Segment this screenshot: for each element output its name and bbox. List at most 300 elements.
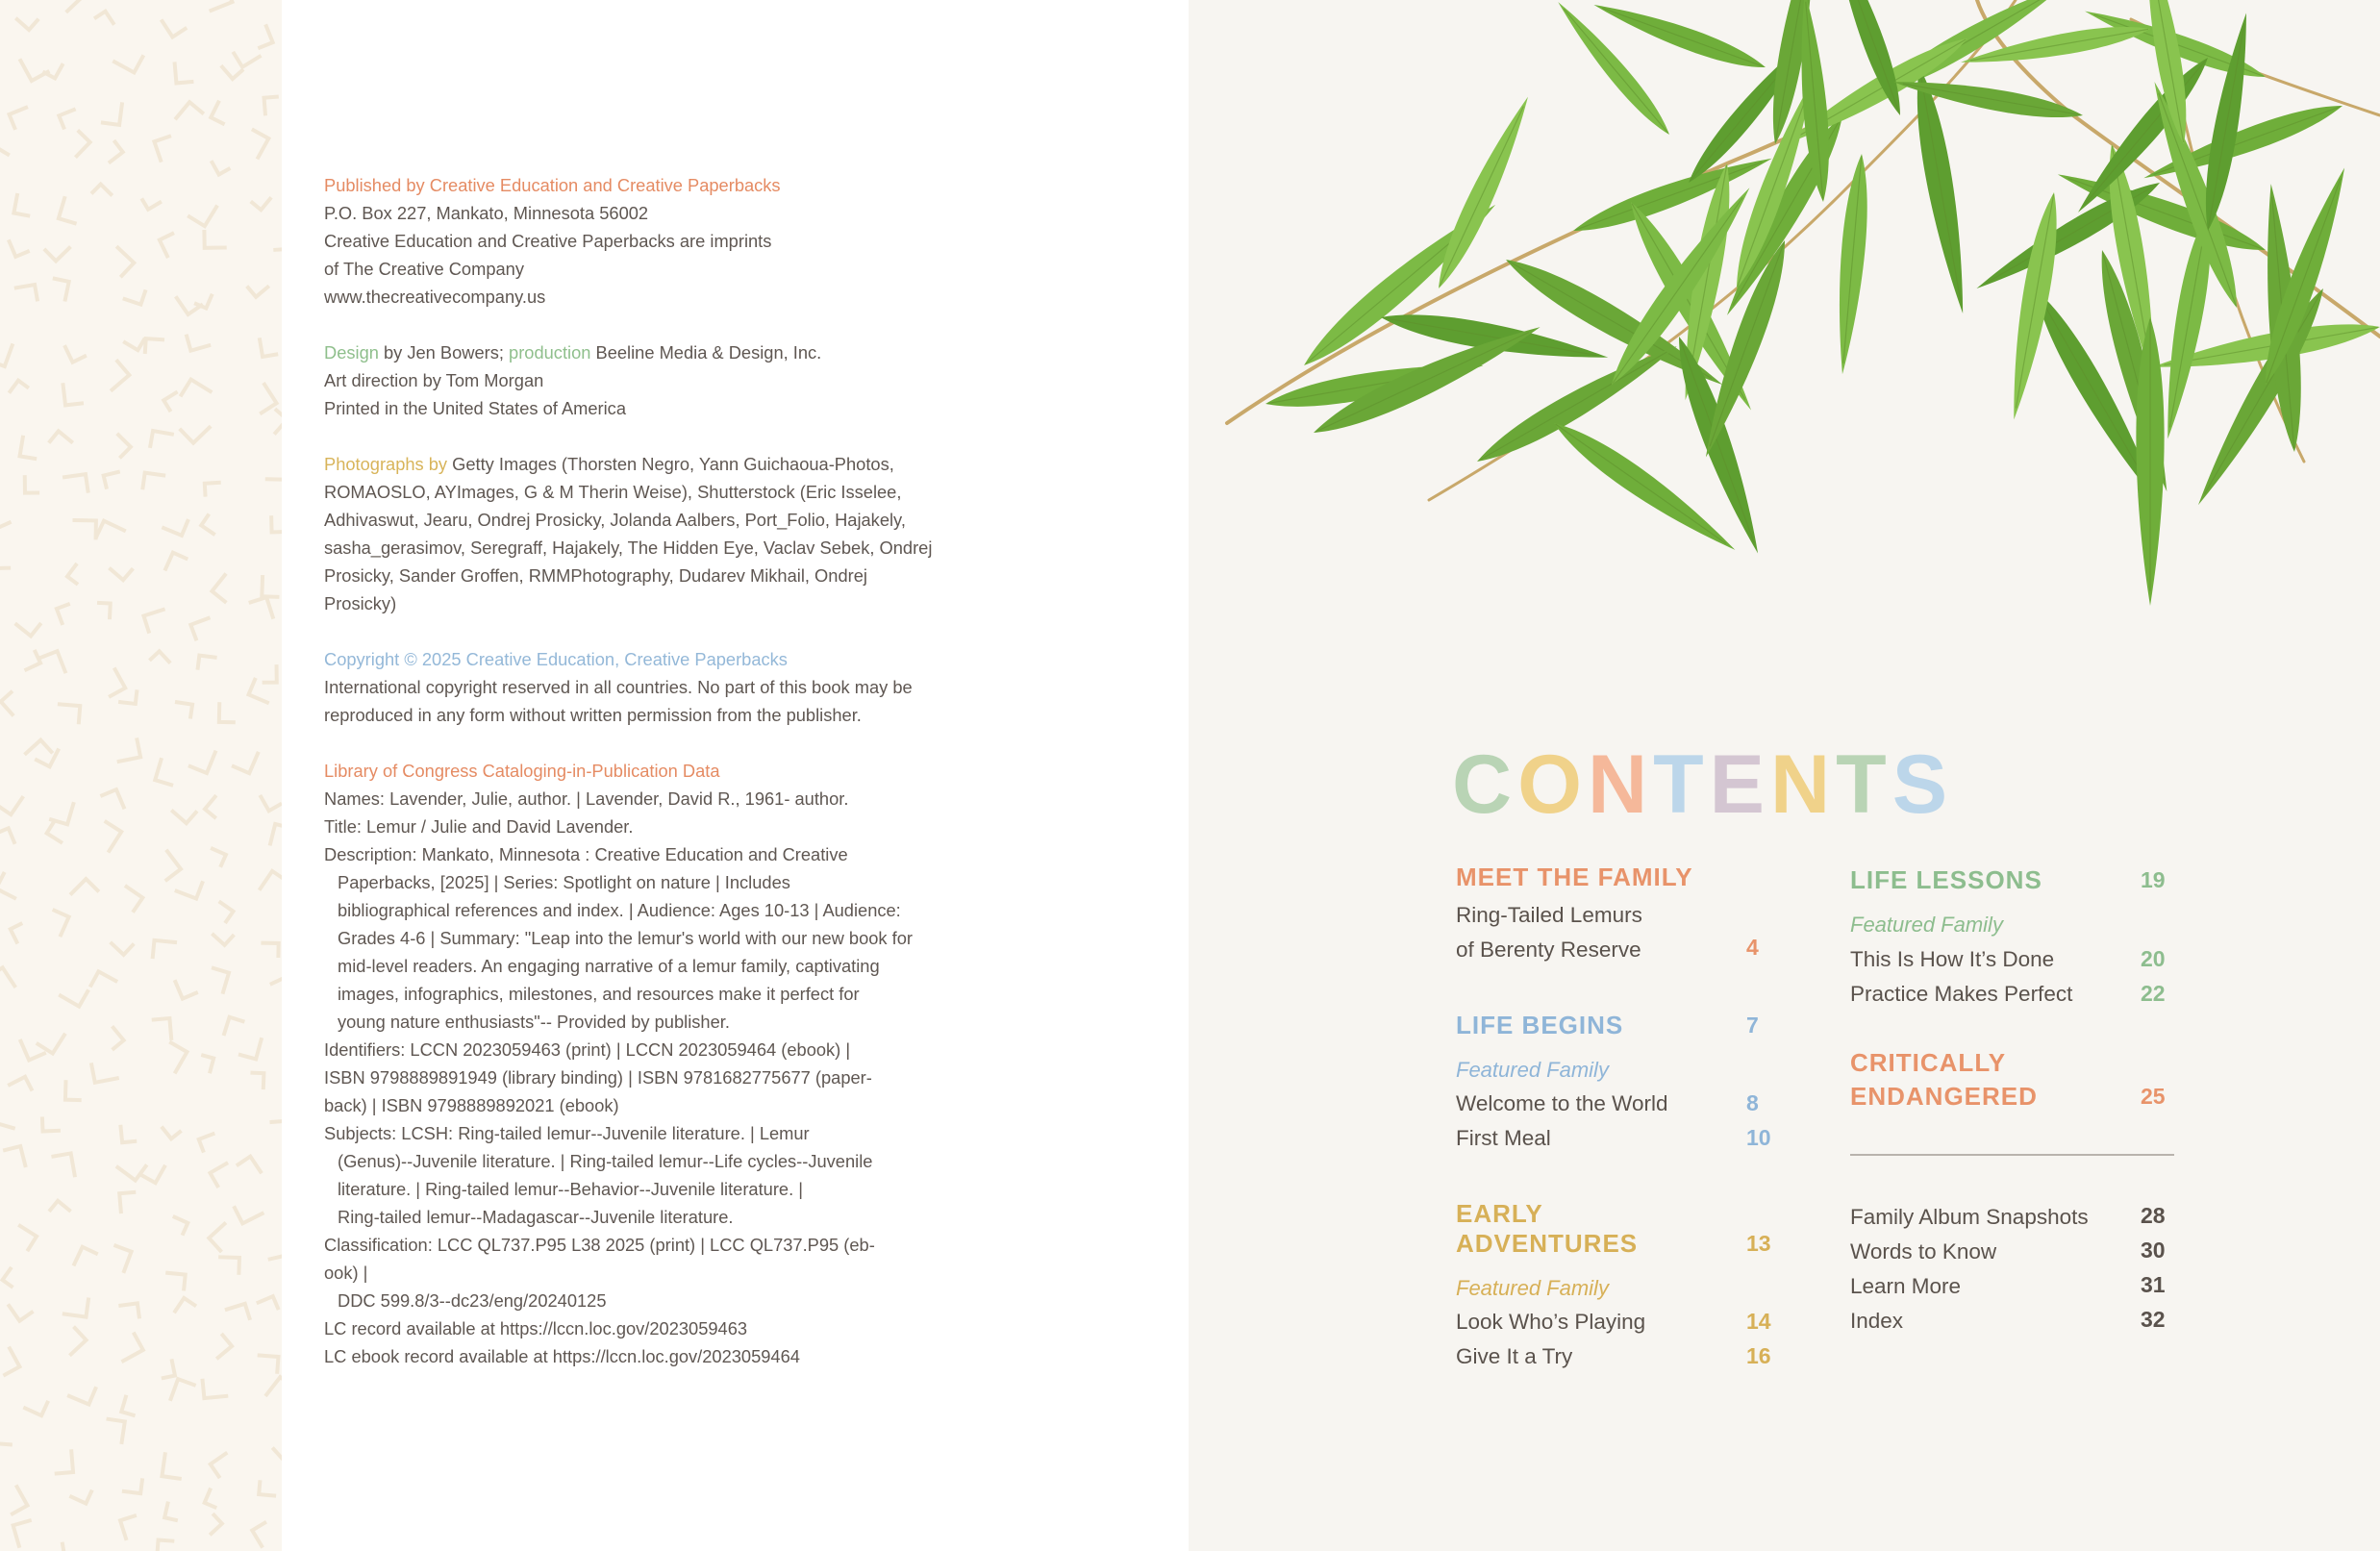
cip-line: young nature enthusiasts"-- Provided by publisher. (338, 1012, 730, 1032)
pattern-zigzag (212, 1515, 222, 1534)
pattern-zigzag (176, 102, 202, 118)
pattern-zigzag (113, 362, 130, 390)
pattern-zigzag (264, 97, 277, 114)
pattern-zigzag (50, 1201, 69, 1211)
pattern-zigzag (261, 797, 280, 812)
toc-entry-label: Practice Makes Perfect (1850, 982, 2073, 1006)
pattern-zigzag (115, 1246, 131, 1271)
pattern-zigzag (254, 130, 269, 157)
toc-heading: LIFE LESSONS (1850, 865, 2042, 894)
contents-title-letter: N (1770, 738, 1837, 831)
pattern-zigzag (125, 291, 145, 304)
pattern-zigzag (199, 1134, 213, 1150)
pattern-zigzag (266, 1377, 282, 1394)
toc-entry-welcome-to-the-world[interactable] (1456, 1087, 1773, 1121)
toc-entry-label: This Is How It’s Done (1850, 947, 2055, 971)
pattern-zigzag (181, 428, 210, 443)
pattern-zigzag (55, 279, 69, 300)
pattern-zigzag (63, 385, 82, 405)
pattern-zigzag (222, 67, 241, 79)
pattern-zigzag (91, 1064, 117, 1082)
bamboo-leaf (2187, 282, 2334, 512)
pattern-zigzag (213, 163, 229, 175)
pattern-zigzag (124, 1480, 142, 1493)
pattern-zigzag (121, 1397, 133, 1415)
pattern-zigzag (96, 12, 113, 23)
cip-block (324, 757, 920, 1370)
pattern-zigzag (106, 822, 121, 851)
pattern-zigzag (213, 935, 233, 945)
pattern-zigzag (260, 339, 276, 357)
toc-entry-ring-tailed-lemurs[interactable] (1456, 898, 1773, 967)
cip-line: images, infographics, milestones, and resources make it perfect for (338, 984, 860, 1004)
pattern-zigzag (113, 1028, 124, 1049)
pattern-zigzag (64, 474, 88, 491)
pattern-zigzag (151, 651, 169, 662)
cip-line: Subjects: LCSH: Ring-tailed lemur--Juvenile literature. | Lemur (324, 1123, 810, 1143)
pattern-zigzag (64, 1299, 88, 1316)
cip-line: mid-level readers. An engaging narrative of a lemur family, captivating (338, 956, 880, 976)
cip-line: DDC 599.8/3--dc23/eng/20240125 (338, 1290, 607, 1311)
cip-lines (324, 785, 920, 1370)
cip-line: Identifiers: LCCN 2023059463 (print) | LCCN 2023059464 (ebook) | (324, 1039, 851, 1060)
contents-title-letter: E (1709, 738, 1771, 831)
pattern-zigzag (57, 605, 68, 623)
pattern-zigzag (26, 740, 51, 754)
pattern-zigzag (260, 1356, 279, 1372)
pattern-zigzag (203, 1056, 213, 1072)
copyright-line: reproduced in any form without written permission from the publisher. (324, 705, 862, 725)
pattern-zigzag (71, 1328, 87, 1354)
pattern-zigzag (0, 145, 8, 158)
toc-heading: ADVENTURES (1456, 1229, 1639, 1258)
cip-heading: Library of Congress Cataloging-in-Publication Data (324, 761, 720, 781)
copyright-heading: Copyright © 2025 Creative Education, Creative Paperbacks (324, 649, 788, 669)
toc-divider (1850, 1154, 2174, 1156)
pattern-zigzag (42, 1118, 59, 1131)
pattern-zigzag (234, 754, 258, 773)
pattern-zigzag (0, 874, 14, 898)
toc-section-early-adventures[interactable] (1456, 1199, 1773, 1259)
pattern-zigzag (5, 1348, 19, 1374)
pattern-zigzag (175, 1217, 188, 1234)
photos-block (324, 450, 933, 617)
pattern-zigzag (118, 248, 135, 276)
pattern-zigzag (263, 943, 278, 956)
pattern-zigzag (213, 849, 226, 865)
pattern-zigzag (47, 822, 62, 842)
cip-line: bibliographical references and index. | Audience: Ages 10-13 | Audience: (338, 900, 901, 920)
pattern-zigzag (260, 26, 272, 47)
bamboo-leaf (1831, 153, 1873, 375)
pattern-zigzag (167, 1273, 186, 1289)
contents-title-letter: T (1653, 738, 1710, 831)
pattern-zigzag (60, 704, 80, 722)
pattern-zigzag (175, 982, 196, 999)
pattern-zigzag (145, 338, 163, 352)
toc-entry-label: Family Album Snapshots (1850, 1205, 2089, 1229)
pattern-zigzag (11, 381, 28, 392)
pattern-zigzag (125, 339, 144, 350)
toc-entry-label: Ring-Tailed Lemurs (1456, 903, 1642, 927)
pattern-zigzag (20, 1226, 37, 1250)
pattern-zigzag (275, 249, 282, 264)
toc-heading: MEET THE FAMILY (1456, 863, 1693, 891)
copyright-line: International copyright reserved in all countries. No part of this book may be (324, 677, 913, 697)
pattern-zigzag (9, 1306, 31, 1321)
toc-entry-index[interactable] (1850, 1304, 2177, 1338)
pattern-zigzag (224, 1017, 242, 1034)
design-label: Design (324, 342, 379, 363)
pattern-zigzag (270, 1256, 282, 1268)
pattern-zigzag (25, 1403, 47, 1416)
pattern-zigzag (127, 887, 143, 911)
bamboo-leaves-illustration (1189, 0, 2380, 769)
pattern-zigzag (0, 798, 22, 814)
pattern-zigzag (119, 1192, 134, 1212)
toc-entry-family-album-snapshots[interactable] (1850, 1200, 2177, 1235)
toc-section-life-begins[interactable] (1456, 1011, 1773, 1040)
pattern-zigzag (211, 102, 223, 123)
pattern-zigzag (210, 1163, 226, 1186)
pattern-zigzag (154, 137, 169, 161)
toc-page-number: 30 (2141, 1238, 2166, 1263)
colophon (324, 171, 933, 1398)
cip-line: Ring-tailed lemur--Madagascar--Juvenile literature. (338, 1207, 734, 1227)
toc-entry-label: Learn More (1850, 1274, 1962, 1298)
pattern-zigzag (13, 1520, 30, 1545)
pattern-zigzag (74, 520, 95, 538)
pattern-zigzag (271, 517, 282, 532)
pattern-zigzag (91, 971, 116, 985)
pattern-zigzag (17, 19, 38, 30)
featured-family-label: Featured Family (1456, 1058, 1609, 1082)
toc-heading: EARLY (1456, 1199, 1543, 1228)
photos-line: Prosicky) (324, 593, 397, 613)
toc-heading: ENDANGERED (1850, 1082, 2038, 1111)
photos-text: Getty Images (Thorsten Negro, Yann Guichaoua-Photos, (447, 454, 894, 474)
featured-family-label: Featured Family (1850, 913, 2003, 937)
toc-heading: LIFE BEGINS (1456, 1011, 1624, 1039)
cip-line: LC record available at https://lccn.loc.gov/2023059463 (324, 1318, 748, 1338)
pattern-zigzag (163, 392, 176, 410)
pattern-zigzag (61, 991, 88, 1006)
pattern-zigzag (261, 871, 282, 888)
pattern-zigzag (119, 739, 140, 762)
pattern-zigzag (203, 1381, 227, 1398)
pattern-zigzag (0, 1431, 11, 1445)
pattern-zigzag (175, 1298, 194, 1312)
toc-page-number: 31 (2141, 1272, 2166, 1297)
pattern-zigzag (160, 234, 172, 256)
cip-line: Names: Lavender, Julie, author. | Lavender, David R., 1961- author. (324, 788, 849, 809)
pattern-zigzag (38, 1035, 63, 1053)
photos-line: Adhivaswut, Jearu, Ondrej Prosicky, Jolanda Aalbers, Port_Folio, Hajakely, (324, 510, 906, 530)
toc-entry-label: of Berenty Reserve (1456, 938, 1641, 962)
pattern-zigzag (190, 752, 215, 773)
pattern-zigzag (65, 1082, 80, 1100)
toc-page-number: 4 (1746, 935, 1759, 960)
pattern-zigzag (198, 656, 215, 668)
pattern-zigzag (120, 691, 137, 704)
pattern-zigzag (10, 108, 27, 128)
toc-back-matter (1850, 1200, 2177, 1338)
pattern-zigzag (163, 21, 186, 37)
pattern-zigzag (1, 692, 13, 714)
pattern-zigzag (41, 651, 65, 671)
pattern-zigzag (262, 385, 277, 413)
toc-page-number: 16 (1746, 1343, 1771, 1368)
pattern-zigzag (235, 1208, 263, 1223)
pattern-zigzag (201, 515, 213, 534)
toc-entry-give-it-a-try[interactable] (1456, 1339, 1773, 1374)
pattern-zigzag (173, 812, 196, 823)
pattern-zigzag (189, 207, 216, 226)
publisher-line: Creative Education and Creative Paperbacks are imprints (324, 231, 772, 251)
pattern-zigzag (259, 1482, 274, 1495)
photos-line: ROMAOSLO, AYImages, G & M Therin Weise), Shutterstock (Eric Isselee, (324, 482, 902, 502)
toc-page-number: 10 (1746, 1125, 1771, 1150)
pattern-zigzag (103, 104, 122, 124)
pattern-zigzag (5, 1146, 25, 1165)
pattern-zigzag (10, 1077, 32, 1089)
pattern-zigzag (212, 0, 233, 11)
pattern-zigzag (220, 903, 233, 922)
toc-section-critically-endangered[interactable] (1850, 1046, 2177, 1113)
toc-entry-practice-makes-perfect[interactable] (1850, 977, 2177, 1012)
pattern-zigzag (57, 1451, 73, 1473)
pattern-zigzag (123, 1334, 143, 1361)
pattern-zigzag (16, 285, 38, 299)
pattern-zigzag (164, 1504, 176, 1520)
pattern-zigzag (3, 1269, 12, 1287)
pattern-zigzag (71, 879, 97, 893)
pattern-zigzag (74, 1247, 96, 1264)
publisher-website: www.thecreativecompany.us (324, 287, 546, 307)
bamboo-leaf (1428, 91, 1539, 293)
pattern-zigzag (111, 142, 123, 163)
toc-entry-label: Words to Know (1850, 1239, 1997, 1263)
pattern-zigzag (162, 1454, 179, 1478)
pattern-zigzag (251, 597, 273, 617)
design-line: Printed in the United States of America (324, 398, 626, 418)
toc-page-number: 25 (2141, 1084, 2166, 1109)
toc-heading: CRITICALLY (1850, 1048, 2007, 1077)
pattern-zigzag (121, 1127, 136, 1142)
pattern-zigzag (112, 943, 133, 955)
pattern-zigzag (166, 851, 181, 880)
pattern-zigzag (252, 199, 270, 210)
toc-page-number: 14 (1746, 1309, 1771, 1334)
pattern-zigzag (213, 968, 229, 992)
pattern-zigzag (240, 1039, 262, 1059)
cip-line: LC ebook record available at https://lccn.loc.gov/2023059464 (324, 1346, 800, 1366)
publisher-line: of The Creative Company (324, 259, 524, 279)
toc-page-number: 20 (2141, 946, 2166, 971)
pattern-zigzag (59, 110, 73, 128)
pattern-zigzag (13, 1487, 28, 1513)
pattern-zigzag (117, 1166, 145, 1181)
pattern-zigzag (238, 1157, 261, 1172)
pattern-zigzag (171, 1043, 187, 1072)
pattern-zigzag (50, 431, 71, 441)
pattern-zigzag (13, 195, 28, 215)
pattern-zigzag (0, 516, 10, 531)
toc-featured-family-early (1456, 1274, 1773, 1303)
featured-family-label: Featured Family (1456, 1276, 1609, 1300)
toc-entry-label: Index (1850, 1309, 1904, 1333)
pattern-zigzag (274, 1449, 282, 1465)
pattern-zigzag (218, 1335, 232, 1357)
pattern-zigzag (211, 1454, 226, 1477)
pattern-zigzag (120, 1303, 138, 1316)
toc-entry-words-to-know[interactable] (1850, 1235, 2177, 1269)
production-text: Beeline Media & Design, Inc. (590, 342, 822, 363)
cip-line: Title: Lemur / Julie and David Lavender. (324, 816, 634, 837)
pattern-zigzag (154, 1018, 171, 1038)
toc-entry-label: Give It a Try (1456, 1344, 1573, 1368)
pattern-zigzag (187, 337, 209, 351)
pattern-zigzag (96, 521, 124, 538)
pattern-zigzag (53, 1153, 74, 1175)
pattern-zigzag (205, 483, 219, 495)
toc-page-number: 32 (2141, 1307, 2166, 1332)
cip-line: Grades 4-6 | Summary: "Leap into the lemur's world with our new book for (338, 928, 913, 948)
pattern-zigzag (212, 575, 224, 601)
pattern-zigzag (248, 288, 267, 297)
toc-page-number: 19 (2141, 867, 2166, 892)
cip-line: ISBN 9798889891949 (library binding) | ISBN 9781682775677 (paper- (324, 1067, 872, 1088)
pattern-zigzag (109, 1419, 125, 1442)
cip-line: (Genus)--Juvenile literature. | Ring-tailed lemur--Life cycles--Juvenile (338, 1151, 873, 1171)
toc-featured-family-begins (1456, 1056, 1773, 1085)
pattern-zigzag (182, 380, 211, 395)
pattern-zigzag (150, 431, 172, 446)
design-block (324, 338, 920, 422)
contents-title-letter: T (1836, 738, 1892, 831)
pattern-zigzag (54, 911, 68, 936)
pattern-zigzag (163, 521, 188, 536)
pattern-zigzag (259, 1296, 278, 1308)
pattern-zigzag (227, 1304, 250, 1318)
toc-entry-first-meal[interactable] (1456, 1121, 1773, 1156)
cip-line: Classification: LCC QL737.P95 L38 2025 (print) | LCC QL737.P95 (eb- (324, 1235, 875, 1255)
pattern-zigzag (272, 1121, 282, 1136)
pattern-zigzag (165, 553, 186, 569)
design-line: Art direction by Tom Morgan (324, 370, 544, 390)
cip-line: back) | ISBN 9798889892021 (ebook) (324, 1095, 619, 1115)
pattern-zigzag (209, 1224, 224, 1251)
photos-label: Photographs by (324, 454, 448, 474)
pattern-zigzag (142, 473, 163, 488)
pattern-zigzag (59, 198, 75, 223)
contents-title-letter: S (1891, 738, 1954, 831)
pattern-zigzag (77, 132, 90, 156)
pattern-zigzag (262, 577, 277, 597)
pattern-zigzag (25, 477, 38, 492)
toc-entry-learn-more[interactable] (1850, 1269, 2177, 1304)
pattern-zigzag (111, 569, 132, 580)
pattern-zigzag (0, 554, 9, 568)
pattern-zigzag (0, 345, 13, 366)
publisher-heading: Published by Creative Education and Creative Paperbacks (324, 175, 781, 195)
toc-entry-label: First Meal (1456, 1126, 1551, 1150)
pattern-zigzag (264, 666, 277, 683)
toc-section-life-lessons[interactable] (1850, 865, 2177, 895)
photos-line: Prosicky, Sander Groffen, RMMPhotography, Dudarev Mikhail, Ondrej (324, 565, 867, 586)
copyright-block (324, 645, 920, 729)
toc-entry-label: Welcome to the World (1456, 1091, 1668, 1115)
pattern-zigzag (45, 248, 69, 262)
pattern-zigzag (171, 1379, 194, 1399)
contents-title-letter: N (1588, 738, 1654, 831)
pattern-zigzag (120, 1515, 135, 1538)
toc-page-number: 8 (1746, 1090, 1759, 1115)
pattern-zigzag (143, 610, 163, 632)
toc-page-number: 13 (1746, 1231, 1771, 1256)
photos-credit (324, 450, 920, 478)
pattern-zigzag (153, 940, 175, 957)
toc-entry-this-is-how-its-done[interactable] (1850, 942, 2177, 977)
pattern-zigzag (252, 1073, 263, 1088)
pattern-zigzag (63, 1544, 85, 1551)
pattern-zigzag (0, 967, 14, 986)
toc-entry-label: Look Who’s Playing (1456, 1310, 1646, 1334)
contents-title-letter: O (1517, 738, 1589, 831)
pattern-zigzag (163, 1361, 175, 1378)
pattern-zigzag (65, 347, 85, 363)
pattern-zigzag (204, 232, 224, 248)
pattern-zigzag (92, 185, 111, 194)
pattern-zigzag (205, 797, 215, 817)
pattern-zigzag (10, 241, 28, 257)
cip-line: Description: Mankato, Minnesota : Creative Education and Creative (324, 844, 848, 864)
pattern-zigzag (71, 1491, 91, 1503)
design-text: by Jen Bowers; (378, 342, 510, 363)
pattern-zigzag (102, 789, 123, 807)
pattern-zigzag (0, 828, 14, 842)
pattern-zigzag (67, 0, 81, 11)
pattern-zigzag (234, 54, 259, 67)
pattern-zigzag (142, 200, 160, 210)
toc-page-number: 28 (2141, 1203, 2166, 1228)
pattern-zigzag (104, 472, 118, 488)
pattern-zigzag (220, 1257, 239, 1272)
toc-featured-family-lessons (1850, 911, 2177, 939)
pattern-zigzag (272, 975, 282, 989)
pattern-zigzag (163, 1128, 180, 1138)
pattern-zigzag (20, 438, 36, 459)
pattern-zigzag (69, 1388, 95, 1404)
pattern-zigzag (111, 669, 125, 696)
pattern-zigzag (114, 57, 142, 72)
pattern-zigzag (252, 1523, 264, 1546)
contents-title (1452, 738, 1953, 831)
cip-line: literature. | Ring-tailed lemur--Behavior--Juvenile literature. | (338, 1179, 803, 1199)
toc-page-number: 7 (1746, 1013, 1759, 1038)
pattern-zigzag (158, 1539, 173, 1551)
cip-line: ook) | (324, 1263, 368, 1283)
publisher-block (324, 171, 920, 311)
toc-entry-look-whos-playing[interactable] (1456, 1305, 1773, 1339)
pattern-zigzag (26, 652, 40, 670)
pattern-zigzag (99, 603, 111, 617)
decorative-pattern (0, 0, 282, 1551)
pattern-zigzag (11, 924, 21, 942)
pattern-zigzag (267, 464, 282, 480)
publisher-line: P.O. Box 227, Mankato, Minnesota 56002 (324, 203, 649, 223)
production-label: production (509, 342, 591, 363)
